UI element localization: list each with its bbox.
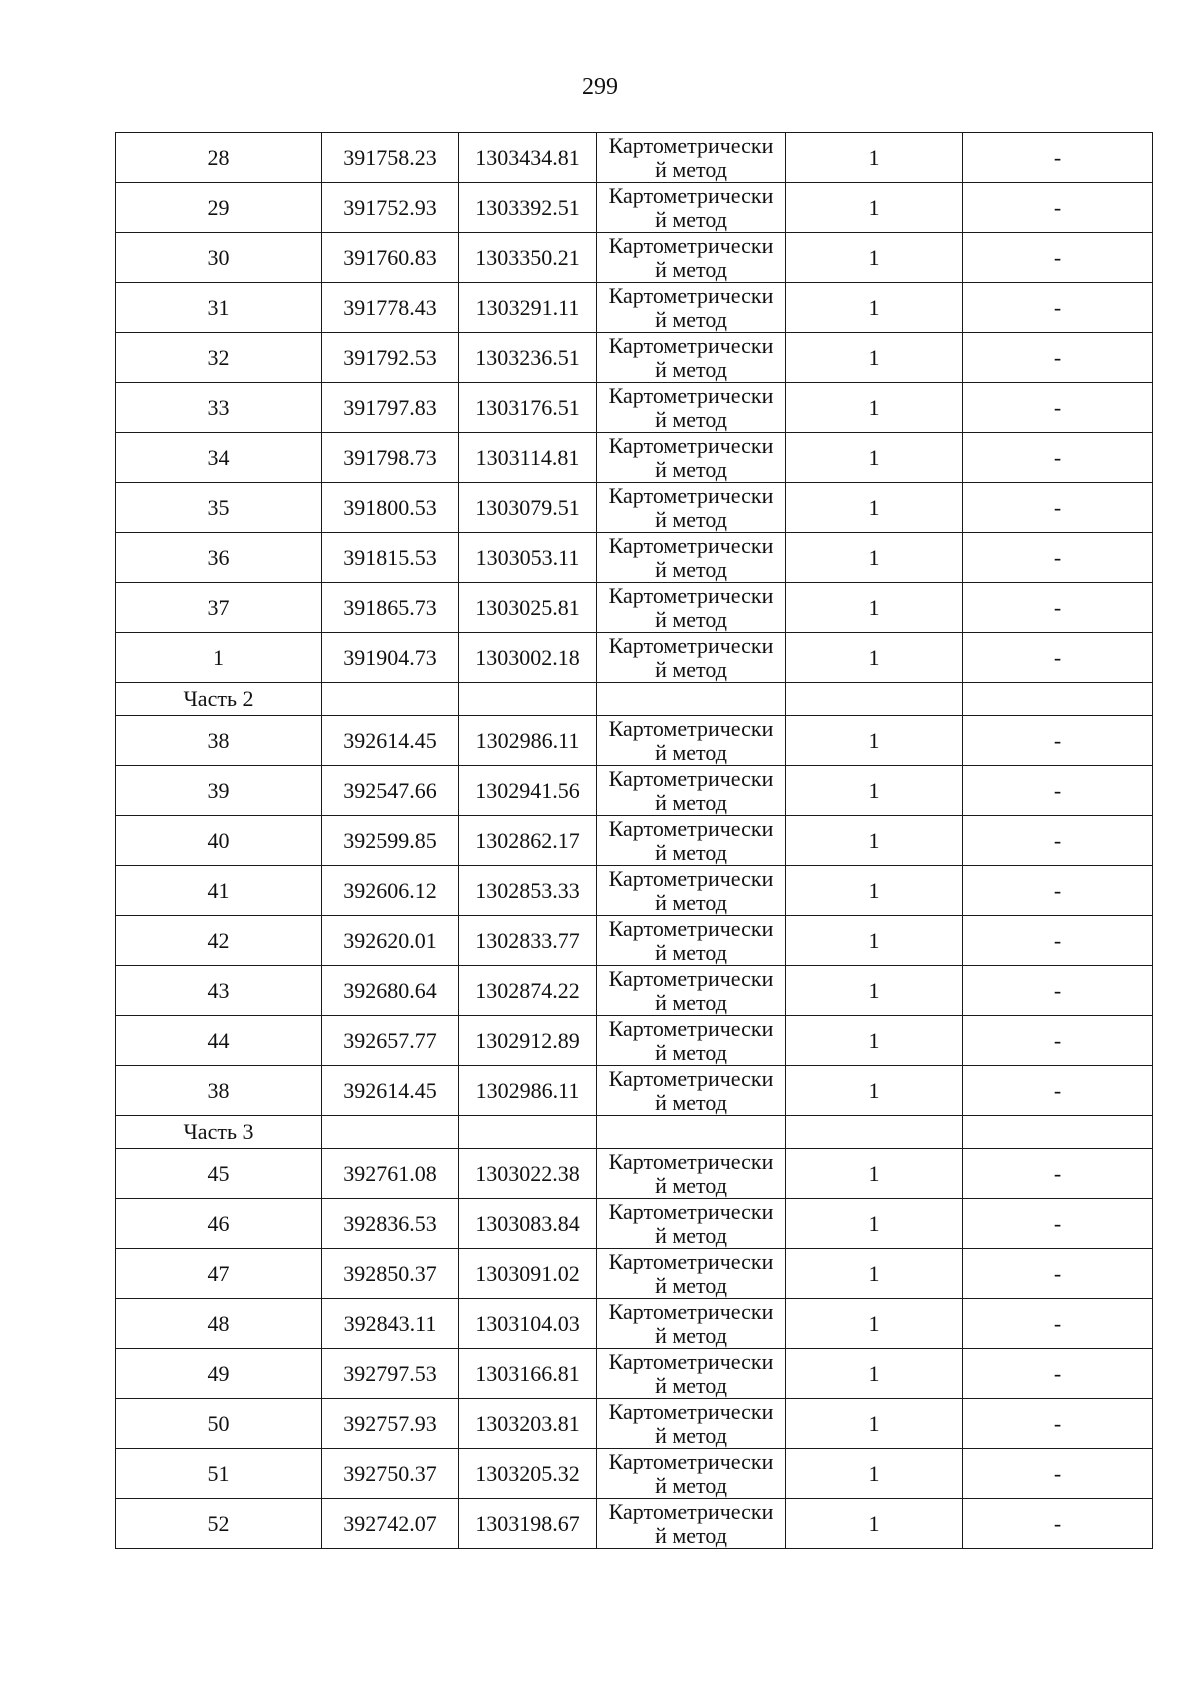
y-coordinate-cell: 1303079.51 <box>459 483 597 533</box>
accuracy-cell: 1 <box>786 916 963 966</box>
x-coordinate-cell: 392614.45 <box>322 716 459 766</box>
x-coordinate-cell: 391815.53 <box>322 533 459 583</box>
x-coordinate-cell: 391752.93 <box>322 183 459 233</box>
point-cell: 43 <box>116 966 322 1016</box>
method-cell <box>597 1449 786 1499</box>
note-cell: - <box>963 433 1153 483</box>
x-coordinate-cell: 392843.11 <box>322 1299 459 1349</box>
table-row <box>116 916 1153 966</box>
accuracy-cell: 1 <box>786 1149 963 1199</box>
y-coordinate-cell: 1303002.18 <box>459 633 597 683</box>
point-cell: 32 <box>116 333 322 383</box>
point-cell: 38 <box>116 716 322 766</box>
point-cell: 40 <box>116 816 322 866</box>
accuracy-cell: 1 <box>786 283 963 333</box>
note-cell: - <box>963 133 1153 183</box>
note-cell: - <box>963 1066 1153 1116</box>
note-cell: - <box>963 766 1153 816</box>
x-coordinate-cell: 391797.83 <box>322 383 459 433</box>
table-row <box>116 1016 1153 1066</box>
method-cell <box>597 1066 786 1116</box>
coordinates-table <box>115 132 1153 1549</box>
point-cell: 42 <box>116 916 322 966</box>
y-coordinate-cell: 1303205.32 <box>459 1449 597 1499</box>
accuracy-cell: 1 <box>786 816 963 866</box>
method-text: Картометрически й метод <box>608 816 774 865</box>
note-cell: - <box>963 716 1153 766</box>
method-cell <box>597 583 786 633</box>
method-cell <box>597 1016 786 1066</box>
method-text: Картометрически й метод <box>608 1399 774 1448</box>
method-cell <box>597 1349 786 1399</box>
method-cell <box>597 816 786 866</box>
method-cell <box>597 1249 786 1299</box>
y-coordinate-cell: 1303350.21 <box>459 233 597 283</box>
table-row <box>116 1399 1153 1449</box>
y-coordinate-cell: 1302874.22 <box>459 966 597 1016</box>
note-cell: - <box>963 583 1153 633</box>
method-cell <box>597 483 786 533</box>
accuracy-cell: 1 <box>786 583 963 633</box>
note-cell: - <box>963 233 1153 283</box>
y-coordinate-cell: 1303176.51 <box>459 383 597 433</box>
point-cell: 47 <box>116 1249 322 1299</box>
note-cell: - <box>963 533 1153 583</box>
method-cell <box>597 766 786 816</box>
note-cell: - <box>963 816 1153 866</box>
note-cell: - <box>963 1299 1153 1349</box>
y-coordinate-cell: 1303083.84 <box>459 1199 597 1249</box>
y-coordinate-cell: 1303291.11 <box>459 283 597 333</box>
x-coordinate-cell: 392657.77 <box>322 1016 459 1066</box>
y-coordinate-cell: 1302853.33 <box>459 866 597 916</box>
table-row <box>116 1349 1153 1399</box>
method-cell <box>597 1149 786 1199</box>
empty-cell <box>963 1116 1153 1149</box>
table-row <box>116 233 1153 283</box>
y-coordinate-cell: 1303025.81 <box>459 583 597 633</box>
y-coordinate-cell: 1303203.81 <box>459 1399 597 1449</box>
note-cell: - <box>963 1399 1153 1449</box>
coordinates-table-body <box>116 133 1153 1549</box>
method-text: Картометрически й метод <box>608 633 774 682</box>
point-cell: 52 <box>116 1499 322 1549</box>
table-row <box>116 816 1153 866</box>
empty-cell <box>597 1116 786 1149</box>
note-cell: - <box>963 483 1153 533</box>
accuracy-cell: 1 <box>786 716 963 766</box>
table-row <box>116 1499 1153 1549</box>
table-row <box>116 1149 1153 1199</box>
note-cell: - <box>963 866 1153 916</box>
note-cell: - <box>963 966 1153 1016</box>
empty-cell <box>459 683 597 716</box>
accuracy-cell: 1 <box>786 766 963 816</box>
x-coordinate-cell: 392606.12 <box>322 866 459 916</box>
method-text: Картометрически й метод <box>608 1299 774 1348</box>
y-coordinate-cell: 1303166.81 <box>459 1349 597 1399</box>
y-coordinate-cell: 1303434.81 <box>459 133 597 183</box>
note-cell: - <box>963 333 1153 383</box>
point-cell: 41 <box>116 866 322 916</box>
method-cell <box>597 533 786 583</box>
x-coordinate-cell: 392742.07 <box>322 1499 459 1549</box>
point-cell: 33 <box>116 383 322 433</box>
method-text: Картометрически й метод <box>608 483 774 532</box>
accuracy-cell: 1 <box>786 1199 963 1249</box>
x-coordinate-cell: 391760.83 <box>322 233 459 283</box>
accuracy-cell: 1 <box>786 133 963 183</box>
x-coordinate-cell: 392599.85 <box>322 816 459 866</box>
x-coordinate-cell: 392797.53 <box>322 1349 459 1399</box>
note-cell: - <box>963 1199 1153 1249</box>
point-cell: 51 <box>116 1449 322 1499</box>
x-coordinate-cell: 392836.53 <box>322 1199 459 1249</box>
table-row <box>116 716 1153 766</box>
table-row <box>116 383 1153 433</box>
method-text: Картометрически й метод <box>608 766 774 815</box>
table-row <box>116 1249 1153 1299</box>
method-cell <box>597 633 786 683</box>
empty-cell <box>786 683 963 716</box>
method-cell <box>597 966 786 1016</box>
y-coordinate-cell: 1303198.67 <box>459 1499 597 1549</box>
accuracy-cell: 1 <box>786 483 963 533</box>
note-cell: - <box>963 283 1153 333</box>
method-cell <box>597 1499 786 1549</box>
method-text: Картометрически й метод <box>608 1449 774 1498</box>
method-text: Картометрически й метод <box>608 1349 774 1398</box>
method-cell <box>597 866 786 916</box>
method-cell <box>597 1199 786 1249</box>
x-coordinate-cell: 391800.53 <box>322 483 459 533</box>
method-cell <box>597 333 786 383</box>
y-coordinate-cell: 1302912.89 <box>459 1016 597 1066</box>
y-coordinate-cell: 1303104.03 <box>459 1299 597 1349</box>
table-row <box>116 533 1153 583</box>
y-coordinate-cell: 1302986.11 <box>459 1066 597 1116</box>
x-coordinate-cell: 392761.08 <box>322 1149 459 1199</box>
point-cell: 44 <box>116 1016 322 1066</box>
y-coordinate-cell: 1302862.17 <box>459 816 597 866</box>
table-row <box>116 633 1153 683</box>
x-coordinate-cell: 391792.53 <box>322 333 459 383</box>
note-cell: - <box>963 1016 1153 1066</box>
table-row <box>116 766 1153 816</box>
point-cell: 36 <box>116 533 322 583</box>
method-text: Картометрически й метод <box>608 916 774 965</box>
x-coordinate-cell: 391865.73 <box>322 583 459 633</box>
method-text: Картометрически й метод <box>608 333 774 382</box>
accuracy-cell: 1 <box>786 233 963 283</box>
table-row <box>116 1199 1153 1249</box>
method-text: Картометрически й метод <box>608 1016 774 1065</box>
table-row <box>116 183 1153 233</box>
table-row <box>116 483 1153 533</box>
y-coordinate-cell: 1303392.51 <box>459 183 597 233</box>
note-cell: - <box>963 183 1153 233</box>
empty-cell <box>459 1116 597 1149</box>
accuracy-cell: 1 <box>786 183 963 233</box>
note-cell: - <box>963 1149 1153 1199</box>
table-row <box>116 433 1153 483</box>
accuracy-cell: 1 <box>786 1399 963 1449</box>
accuracy-cell: 1 <box>786 333 963 383</box>
x-coordinate-cell: 391758.23 <box>322 133 459 183</box>
empty-cell <box>322 683 459 716</box>
method-text: Картометрически й метод <box>608 183 774 232</box>
point-cell: 30 <box>116 233 322 283</box>
method-text: Картометрически й метод <box>608 1199 774 1248</box>
note-cell: - <box>963 1499 1153 1549</box>
note-cell: - <box>963 1349 1153 1399</box>
x-coordinate-cell: 392547.66 <box>322 766 459 816</box>
table-row <box>116 1449 1153 1499</box>
point-cell: 50 <box>116 1399 322 1449</box>
method-text: Картометрически й метод <box>608 1149 774 1198</box>
method-cell <box>597 1299 786 1349</box>
empty-cell <box>963 683 1153 716</box>
method-text: Картометрически й метод <box>608 533 774 582</box>
note-cell: - <box>963 383 1153 433</box>
table-row <box>116 866 1153 916</box>
y-coordinate-cell: 1303236.51 <box>459 333 597 383</box>
accuracy-cell: 1 <box>786 533 963 583</box>
accuracy-cell: 1 <box>786 1449 963 1499</box>
method-text: Картометрически й метод <box>608 1499 774 1548</box>
accuracy-cell: 1 <box>786 433 963 483</box>
x-coordinate-cell: 392850.37 <box>322 1249 459 1299</box>
x-coordinate-cell: 392620.01 <box>322 916 459 966</box>
empty-cell <box>597 683 786 716</box>
point-cell: 45 <box>116 1149 322 1199</box>
method-cell <box>597 433 786 483</box>
method-cell <box>597 916 786 966</box>
accuracy-cell: 1 <box>786 1349 963 1399</box>
part-label: Часть 2 <box>116 683 322 716</box>
part-label: Часть 3 <box>116 1116 322 1149</box>
method-text: Картометрически й метод <box>608 133 774 182</box>
point-cell: 35 <box>116 483 322 533</box>
accuracy-cell: 1 <box>786 1249 963 1299</box>
method-cell <box>597 133 786 183</box>
accuracy-cell: 1 <box>786 383 963 433</box>
y-coordinate-cell: 1303114.81 <box>459 433 597 483</box>
point-cell: 37 <box>116 583 322 633</box>
y-coordinate-cell: 1303053.11 <box>459 533 597 583</box>
method-text: Картометрически й метод <box>608 283 774 332</box>
point-cell: 31 <box>116 283 322 333</box>
point-cell: 29 <box>116 183 322 233</box>
method-text: Картометрически й метод <box>608 383 774 432</box>
method-cell <box>597 233 786 283</box>
part-header-row <box>116 1116 1153 1149</box>
method-cell <box>597 183 786 233</box>
note-cell: - <box>963 1249 1153 1299</box>
point-cell: 48 <box>116 1299 322 1349</box>
point-cell: 39 <box>116 766 322 816</box>
method-cell <box>597 283 786 333</box>
accuracy-cell: 1 <box>786 1499 963 1549</box>
method-cell <box>597 1399 786 1449</box>
method-text: Картометрически й метод <box>608 1249 774 1298</box>
page-number: 299 <box>582 74 618 100</box>
table-row <box>116 966 1153 1016</box>
method-text: Картометрически й метод <box>608 433 774 482</box>
accuracy-cell: 1 <box>786 966 963 1016</box>
x-coordinate-cell: 392757.93 <box>322 1399 459 1449</box>
part-header-row <box>116 683 1153 716</box>
x-coordinate-cell: 392680.64 <box>322 966 459 1016</box>
x-coordinate-cell: 392614.45 <box>322 1066 459 1116</box>
method-text: Картометрически й метод <box>608 583 774 632</box>
table-row <box>116 283 1153 333</box>
x-coordinate-cell: 392750.37 <box>322 1449 459 1499</box>
accuracy-cell: 1 <box>786 1299 963 1349</box>
x-coordinate-cell: 391798.73 <box>322 433 459 483</box>
table-row <box>116 133 1153 183</box>
empty-cell <box>786 1116 963 1149</box>
method-cell <box>597 716 786 766</box>
method-text: Картометрически й метод <box>608 716 774 765</box>
accuracy-cell: 1 <box>786 1016 963 1066</box>
y-coordinate-cell: 1303091.02 <box>459 1249 597 1299</box>
y-coordinate-cell: 1302986.11 <box>459 716 597 766</box>
point-cell: 38 <box>116 1066 322 1116</box>
y-coordinate-cell: 1303022.38 <box>459 1149 597 1199</box>
method-text: Картометрически й метод <box>608 966 774 1015</box>
table-row <box>116 333 1153 383</box>
method-text: Картометрически й метод <box>608 1066 774 1115</box>
y-coordinate-cell: 1302833.77 <box>459 916 597 966</box>
point-cell: 1 <box>116 633 322 683</box>
point-cell: 46 <box>116 1199 322 1249</box>
empty-cell <box>322 1116 459 1149</box>
table-row <box>116 583 1153 633</box>
method-cell <box>597 383 786 433</box>
method-text: Картометрически й метод <box>608 866 774 915</box>
x-coordinate-cell: 391904.73 <box>322 633 459 683</box>
point-cell: 28 <box>116 133 322 183</box>
y-coordinate-cell: 1302941.56 <box>459 766 597 816</box>
note-cell: - <box>963 633 1153 683</box>
note-cell: - <box>963 1449 1153 1499</box>
table-row <box>116 1299 1153 1349</box>
accuracy-cell: 1 <box>786 866 963 916</box>
accuracy-cell: 1 <box>786 1066 963 1116</box>
table-row <box>116 1066 1153 1116</box>
method-text: Картометрически й метод <box>608 233 774 282</box>
note-cell: - <box>963 916 1153 966</box>
point-cell: 34 <box>116 433 322 483</box>
point-cell: 49 <box>116 1349 322 1399</box>
x-coordinate-cell: 391778.43 <box>322 283 459 333</box>
accuracy-cell: 1 <box>786 633 963 683</box>
